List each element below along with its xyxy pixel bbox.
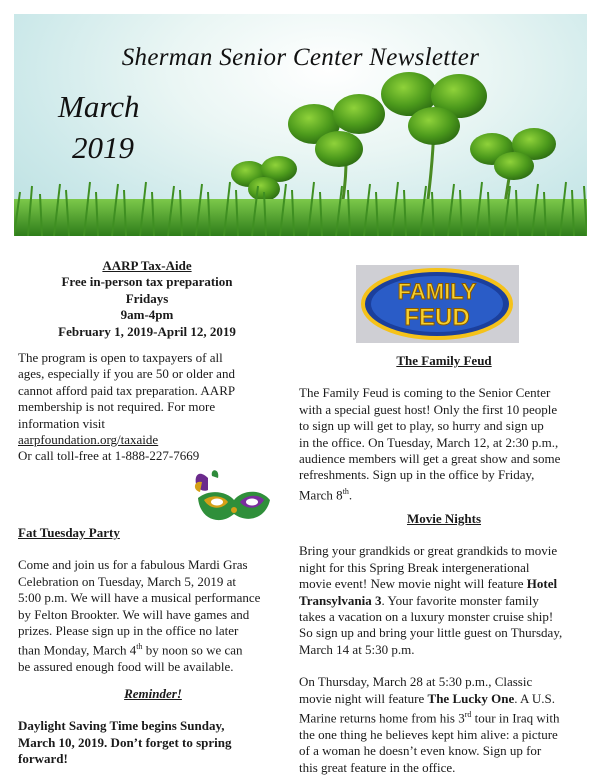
aarp-hours: 9am-4pm (120, 307, 174, 323)
fat-tuesday-line: prizes. Please sign up in the office no later (18, 623, 239, 639)
fat-tuesday-line: than Monday, March 4th by noon so we can (18, 642, 243, 658)
aarp-day: Fridays (125, 290, 169, 306)
family-feud-logo-bottom: FEUD (404, 304, 470, 331)
aarp-body-line: cannot afford paid tax preparation. AARP (18, 382, 236, 398)
movie-line: So sign up and bring your little guest on Thursday, (299, 625, 563, 641)
reminder-line: forward! (18, 751, 68, 767)
fat-tuesday-section (18, 525, 288, 676)
movie-line: the one thing he believes kept him alive: a picture (299, 726, 558, 742)
aarp-subheading: Free in-person tax preparation (61, 274, 233, 290)
aarp-header-block (18, 258, 276, 340)
family-feud-logo (356, 265, 519, 343)
reminder-section (18, 686, 288, 768)
movie-line: Marine returns home from his 3rd tour in Iraq with (299, 710, 560, 726)
movie-line: movie night will feature The Lucky One. A U.S. (299, 690, 556, 706)
family-feud-line: in the office. On Tuesday, March 12, at 2:30 p.m., (299, 434, 559, 450)
newsletter-year: 2019 (72, 130, 134, 165)
aarp-dates: February 1, 2019-April 12, 2019 (58, 323, 236, 339)
family-feud-line: refreshments. Sign up in the office by Friday, (299, 467, 535, 483)
family-feud-line: March 8th. (299, 486, 353, 503)
fat-tuesday-line: be assured enough food will be available. (18, 659, 234, 675)
family-feud-line: with a special guest host! Only the first 10 people (299, 401, 558, 417)
reminder-line: March 10, 2019. Don’t forget to spring (18, 734, 232, 750)
family-feud-line: audience members will get a great show and some (299, 451, 561, 467)
movie-nights-heading: Movie Nights (406, 511, 482, 526)
newsletter-title: Sherman Senior Center Newsletter (121, 44, 480, 71)
movie-line: March 14 at 5:30 p.m. (299, 641, 415, 657)
family-feud-line: The Family Feud is coming to the Senior Center (299, 385, 551, 401)
family-feud-section (299, 353, 589, 504)
movie-line: Transylvania 3. Your favorite monster family (299, 592, 539, 608)
family-feud-logo-top: FAMILY (397, 279, 477, 304)
aarp-body-line: ages, especially if you are 50 or older and (18, 366, 235, 382)
mardi-gras-mask-image (190, 470, 272, 530)
fat-tuesday-line: by Felton Brookter. We will have games and (18, 606, 250, 622)
aarp-body-line: information visit (18, 415, 106, 431)
family-feud-line: to sign up will get to play, so hurry and sign up (299, 418, 544, 434)
movie-line: Bring your grandkids or great grandkids to movie (299, 543, 558, 559)
movie-line: of a woman he doesn’t even know. Sign up for (299, 743, 542, 759)
movie-line: night for this Spring Break intergenerational (299, 559, 530, 575)
newsletter-month: March (58, 89, 140, 124)
aarp-heading: AARP Tax-Aide (102, 258, 192, 273)
family-feud-heading: The Family Feud (396, 353, 492, 368)
fat-tuesday-line: 5:00 p.m. We will have a musical performance (18, 590, 261, 606)
aarp-body-line: The program is open to taxpayers of all (18, 350, 223, 365)
aarp-body (18, 350, 288, 465)
fat-tuesday-line: Celebration on Tuesday, March 5, 2019 at (18, 573, 236, 589)
movie-line: On Thursday, March 28 at 5:30 p.m., Classic (299, 674, 533, 690)
reminder-heading: Reminder! (124, 686, 182, 701)
movie-line: this great feature in the office. (299, 759, 456, 775)
reminder-line: Daylight Saving Time begins Sunday, (18, 718, 225, 734)
fat-tuesday-line: Come and join us for a fabulous Mardi Gras (18, 557, 248, 573)
aarp-body-line: membership is not required. For more (18, 399, 216, 415)
aarp-phone: Or call toll-free at 1-888-227-7669 (18, 448, 200, 464)
newsletter-banner (14, 14, 587, 236)
movie-line: movie event! New movie night will feature Hotel (299, 576, 558, 592)
fat-tuesday-heading: Fat Tuesday Party (18, 525, 120, 540)
movie-line: takes a vacation on a luxury monster cruise ship! (299, 609, 554, 625)
movie-nights-section (299, 511, 589, 776)
aarp-link[interactable]: aarpfoundation.org/taxaide (18, 432, 159, 448)
